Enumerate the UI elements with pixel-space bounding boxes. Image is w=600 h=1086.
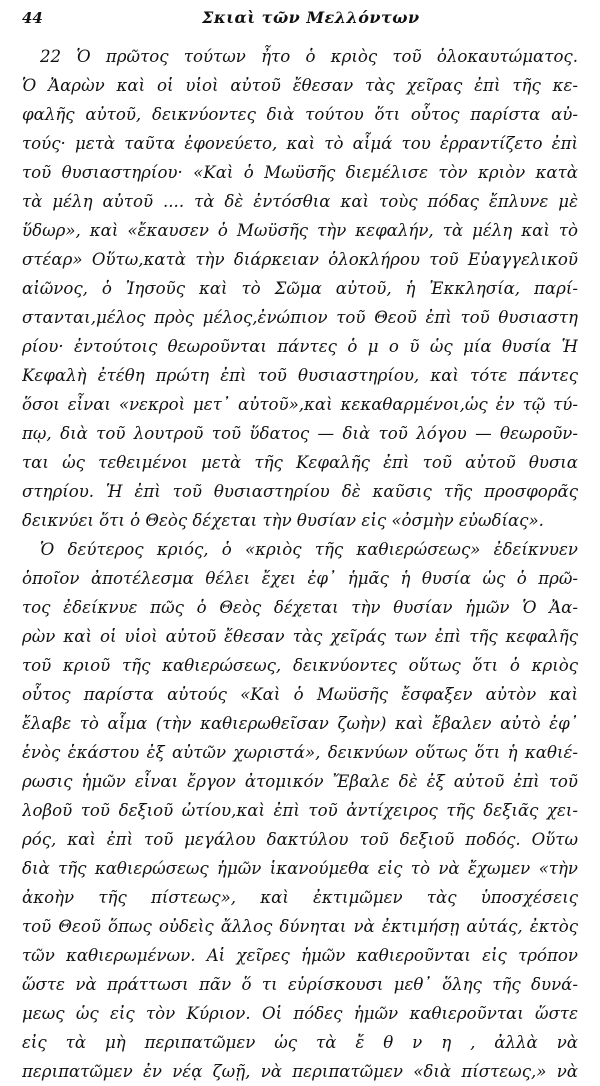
running-title: Σκιαὶ τῶν Μελλόντων (202, 8, 420, 27)
text-line: μεως ὡς εἰς τὸν Κύριον. Οἱ πόδες ἡμῶν καθιεροῦνται ὥστε (22, 1004, 578, 1023)
text-line: διὰ τῆς καθιερώσεως ἡμῶν ἱκανούμεθα εἰς τὸ νὰ ἔχωμεν «τὴν (22, 859, 578, 878)
text-line: στανται,μέλος πρὸς μέλος,ἐνώπιον τοῦ Θεοῦ ἐπὶ τοῦ θυσιαστη (22, 308, 578, 327)
text-line: ὕδωρ», καὶ «ἔκαυσεν ὁ Μωϋσῆς τὴν κεφαλήν, τὰ μέλη καὶ τὸ (22, 221, 578, 240)
text-line: φαλῆς αὐτοῦ, δεικνύοντες διὰ τούτου ὅτι οὗτος παρίστα αὐ- (22, 105, 578, 124)
text-line: ται ὡς τεθειμένοι μετὰ τῆς Κεφαλῆς ἐπὶ τοῦ αὐτοῦ θυσια (22, 453, 578, 472)
text-line: εἰς τὰ μὴ περιπατῶμεν ὡς τὰ ἔ θ ν η , ἀλλὰ νὰ (22, 1033, 578, 1052)
body-text (22, 42, 578, 1086)
text-line: ἑνὸς ἑκάστου ἐξ αὐτῶν χωριστά», δεικνύων οὕτως ὅτι ἡ καθιέ- (22, 743, 578, 762)
text-line: ὅσοι εἶναι «νεκροὶ μετ᾽ αὐτοῦ»,καὶ κεκαθαρμένοι,ὡς ἐν τῷ τύ- (22, 395, 578, 414)
text-line: ρός, καὶ ἐπὶ τοῦ μεγάλου δακτύλου τοῦ δεξιοῦ ποδός. Οὕτω (22, 830, 578, 849)
text-line: περιπατῶμεν ἐν νέᾳ ζωῇ, νὰ περιπατῶμεν «διὰ πίστεως,» νὰ (22, 1062, 578, 1081)
text-line: στέαρ» Οὕτω,κατὰ τὴν διάρκειαν ὁλοκλήρου τοῦ Εὐαγγελικοῦ (22, 250, 578, 269)
page-header (22, 8, 578, 38)
text-line: Κεφαλὴ ἐτέθη πρώτη ἐπὶ τοῦ θυσιαστηρίου, καὶ τότε πάντες (22, 366, 578, 385)
text-line: δεικνύει ὅτι ὁ Θεὸς δέχεται τὴν θυσίαν εἰς «ὀσμὴν εὐωδίας». (22, 511, 544, 530)
text-line: Ὁ Ἀαρὼν καὶ οἱ υἱοὶ αὐτοῦ ἔθεσαν τὰς χεῖρας ἐπὶ τῆς κε- (22, 76, 578, 95)
text-line: ὥστε νὰ πράττωσι πᾶν ὅ τι εὑρίσκουσι μεθ᾽ ὅλης τῆς δυνά- (22, 975, 578, 994)
text-line: ρωσις ἡμῶν εἶναι ἔργον ἀτομικόν Ἔβαλε δὲ ἐξ αὐτοῦ ἐπὶ τοῦ (22, 772, 578, 791)
text-line: τοῦ Θεοῦ ὅπως οὐδεὶς ἄλλος δύνηται νὰ ἐκτιμήσῃ αὐτάς, ἐκτὸς (22, 917, 578, 936)
text-line: τοῦ θυσιαστηρίου· «Καὶ ὁ Μωϋσῆς διεμέλισε τὸν κριὸν κατὰ (22, 163, 578, 182)
text-line: ἀκοὴν τῆς πίστεως», καὶ ἐκτιμῶμεν τὰς ὑποσχέσεις (22, 888, 578, 907)
text-line: πῳ, διὰ τοῦ λουτροῦ τοῦ ὕδατος — διὰ τοῦ λόγου — θεωροῦν- (22, 424, 578, 443)
text-line: λοβοῦ τοῦ δεξιοῦ ὠτίου,καὶ ἐπὶ τοῦ ἀντίχειρος τῆς δεξιᾶς χει- (22, 801, 578, 820)
text-line: τούς· μετὰ ταῦτα ἐφονεύετο, καὶ τὸ αἷμά του ἐρραντίζετο ἐπὶ (22, 134, 578, 153)
text-line: τῶν καθιερωμένων. Αἱ χεῖρες ἡμῶν καθιεροῦνται εἰς τρόπον (22, 946, 578, 965)
text-line: ἔλαβε τὸ αἷμα (τὴν καθιερωθεῖσαν ζωὴν) καὶ ἔβαλεν αὐτὸ ἐφ᾽ (22, 714, 578, 733)
text-line: τος ἐδείκνυε πῶς ὁ Θεὸς δέχεται τὴν θυσίαν ἡμῶν Ὁ Ἀα- (22, 598, 578, 617)
text-line: 22 Ὁ πρῶτος τούτων ἦτο ὁ κριὸς τοῦ ὁλοκαυτώματος. (40, 47, 578, 66)
text-line: ρὼν καὶ οἱ υἱοὶ αὐτοῦ ἔθεσαν τὰς χεῖράς των ἐπὶ τῆς κεφαλῆς (22, 627, 578, 646)
text-line: ρίου· ἐντούτοις θεωροῦνται πάντες ὁ μ ο ῦ ὡς μία θυσία Ἡ (22, 337, 578, 356)
page-number: 44 (22, 9, 43, 27)
text-line: ὁποῖον ἀποτέλεσμα θέλει ἔχει ἐφ᾽ ἡμᾶς ἡ θυσία ὡς ὁ πρῶ- (22, 569, 578, 588)
text-line: Ὁ δεύτερος κριός, ὁ «κριὸς τῆς καθιερώσεως» ἐδείκνυεν (40, 540, 578, 559)
text-line: οὗτος παρίστα αὐτούς «Καὶ ὁ Μωϋσῆς ἔσφαξεν αὐτὸν καὶ (22, 685, 578, 704)
text-line: τοῦ κριοῦ τῆς καθιερώσεως, δεικνύοντες οὕτως ὅτι ὁ κριὸς (22, 656, 578, 675)
text-line: αἰῶνος, ὁ Ἰησοῦς καὶ τὸ Σῶμα αὐτοῦ, ἡ Ἐκκλησία, παρί- (22, 279, 578, 298)
text-line: στηρίου. Ἡ ἐπὶ τοῦ θυσιαστηρίου δὲ καῦσις τῆς προσφορᾶς (22, 482, 578, 501)
text-line: τὰ μέλη αὐτοῦ .... τὰ δὲ ἐντόσθια καὶ τοὺς πόδας ἔπλυνε μὲ (22, 192, 578, 211)
